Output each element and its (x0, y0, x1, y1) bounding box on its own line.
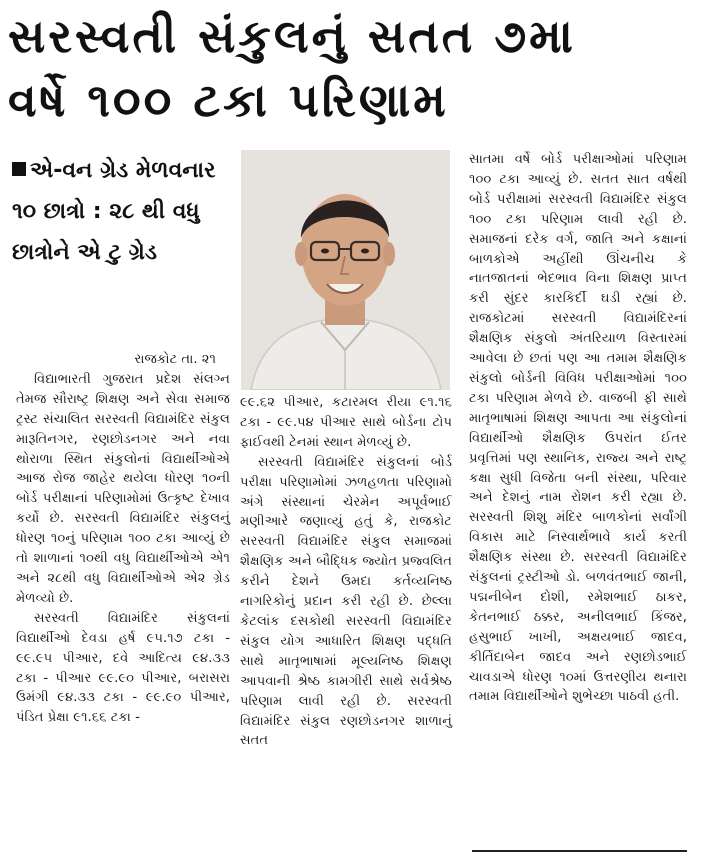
dateline: રાજકોટ તા. ૨૧ (134, 352, 216, 367)
column-3-paragraph-1: સાતમા વર્ષે બોર્ડ પરીક્ષાઓમાં પરિણામ ૧૦૦ ટકા આવ્યું છે. સતત સાત વર્ષથી બોર્ડ પરીક્ષામાં સરસ્વતી વિદ્યામંદિર સંકુલ ૧૦૦ ટકા પરિણામ લાવી રહી છે. સમાજનાં દરેક વર્ગ, જાતિ અને કક્ષાનાં બાળકોએ અહીંથી ઊંચનીચ કે નાતજાતનાં ભેદભાવ વિના શિક્ષણ પ્રાપ્ત કરી સુંદર કારકિર્દી ઘડી રહ્યાં છે. રાજકોટમાં સરસ્વતી વિદ્યામંદિરનાં શૈક્ષણિક સંકુલો અંતરિયાળ વિસ્તારમાં આવેલા છે છતાં પણ આ તમામ શૈક્ષણિક સંકુલો બોર્ડની વિવિધ પરીક્ષાઓમાં ૧૦૦ ટકા પરિણામ મેળવે છે. વાજબી ફી સાથે માતૃભાષામાં શિક્ષણ આપતા આ સંકુલોનાં વિદ્યાર્થીઓ શૈક્ષણિક ઉપરાંત ઈતર પ્રવૃત્તિમાં પણ સ્થાનિક, રાજ્ય અને રાષ્ટ્ર કક્ષા સુધી વિજેતા બની સંસ્થા, પરિવાર અને દેશનું નામ રોશન કરી રહ્યા છે. સરસ્વતી શિશુ મંદિર બાળકોનાં સર્વાંગી વિકાસ માટે નિસ્વાર્થભાવે કાર્ય કરતી શૈક્ષણિક સંસ્થા છે. સરસ્વતી વિદ્યામંદિર સંકુલનાં ટ્રસ્ટીઓ ડો. બળવંતભાઈ જાની, પદ્મનીબેન દોશી, રમેશભાઈ ઠાકર, કેતનભાઈ ઠક્કર, અનીલભાઈ કિંજર, હસુભાઈ ખાખી, અક્ષયભાઈ જાદવ, કીર્તિદાબેન જાદવ અને રણછોડભાઈ ચાવડાએ ધોરણ ૧૦માં ઉત્તરણીય થનારા તમામ વિદ્યાર્થીઓને શુભેચ્છા પાઠવી હતી. (469, 152, 687, 705)
man-portrait-image (241, 150, 450, 390)
column-1-paragraph-2: સરસ્વતી વિદ્યામંદિર સંકુલનાં વિદ્યાર્થીઓ દેવડા હર્ષ ૯૫.૧૭ ટકા - ૯૯.૯૫ પીઆર, દવે આદિત્ય ૯૪.૩૩ ટકા - પીઆર ૯૯.૯૦ પીઆર, બરાસરા ઉમંગી ૯૪.૩૩ ટકા - ૯૯.૯૦ પીઆર, પંડિત પ્રેક્ષા ૯૧.૬૬ ટકા - (16, 610, 230, 726)
headline-line-1: સરસ્વતી સંકુલનું સતત ૭મા (8, 9, 576, 63)
portrait-photo (241, 150, 450, 390)
article-column-3 (469, 150, 687, 707)
headline-line-2: વર્ષે ૧૦૦ ટકા પરિણામ (8, 73, 449, 127)
column-1-paragraph-1: વિદ્યાભારતી ગુજરાત પ્રદેશ સંલગ્ન તેમજ સૌરાષ્ટ્ર શિક્ષણ અને સેવા સમાજ ટ્રસ્ટ સંચાલિત સરસ્વતી વિદ્યામંદિર સંકુલ મારૂતિનગર, રણછોડનગર અને નવા થોરાળા સ્થિત સંકુલોનાં વિદ્યાર્થીઓએ આજ રોજ જાહેર થયેલા ધોરણ ૧૦ની બોર્ડ પરીક્ષાનાં પરિણામોમાં ઉત્કૃષ્ટ દેખાવ કર્યો છે. સરસ્વતી વિદ્યામંદિર સંકુલનું ધોરણ ૧૦નું પરિણામ ૧૦૦ ટકા આવ્યું છે તો શાળાનાં ૧૦થી વધુ વિદ્યાર્થીઓએ એ૧ અને ૨૮થી વધુ વિદ્યાર્થીઓએ એ૨ ગ્રેડ મેળવ્યો છે. (16, 371, 230, 606)
headline (8, 4, 696, 132)
column-2-paragraph-1: ૯૯.૬૨ પીઆર, કટારમલ રીયા ૯૧.૧૬ ટકા - ૯૯.૫૪ પીઆર સાથે બોર્ડના ટોપ ફાઈવથી ટેનમાં સ્થાન મેળવ્યું છે. (240, 395, 452, 450)
column-2-paragraph-2: સરસ્વતી વિદ્યામંદિર સંકુલનાં બોર્ડ પરીક્ષા પરિણામોમાં ઝળહળતા પરિણામો અંગે સંસ્થાનાં ચેરમેન અપૂર્વભાઈ મણીઆરે જણાવ્યું હતું કે, રાજકોટ સરસ્વતી વિદ્યામંદિર સંકુલ સમાજમાં શૈક્ષણિક અને બૌદ્ધિક જ્યોત પ્રજ્વલિત કરીને દેશને ઉમદા કર્તવ્યનિષ્ઠ નાગરિકોનું પ્રદાન કરી રહી છે. છેલ્લા કેટલાંક દસકોથી સરસ્વતી વિદ્યામંદિર સંકુલ યોગ આધારિત શિક્ષણ પદ્ધતિ સાથે માતૃભાષામાં મૂલ્યનિષ્ઠ શિક્ષણ આપવાની શ્રેષ્ઠ કામગીરી સાથે સર્વશ્રેષ્ઠ પરિણામ લાવી રહી છે. સરસ્વતી વિદ્યામંદિર સંકુલ રણછોડનગર શાળાનું સતત (240, 454, 452, 749)
square-bullet-icon (12, 162, 26, 176)
subheading-text: એ-વન ગ્રેડ મેળવનાર ૧૦ છાત્રો : ૨૮ થી વધુ છાત્રોને એ ટુ ગ્રેડ (12, 158, 216, 265)
article-column-1 (16, 350, 230, 728)
column-end-rule (472, 850, 687, 852)
subheading (12, 150, 224, 273)
article-column-2 (240, 393, 452, 751)
